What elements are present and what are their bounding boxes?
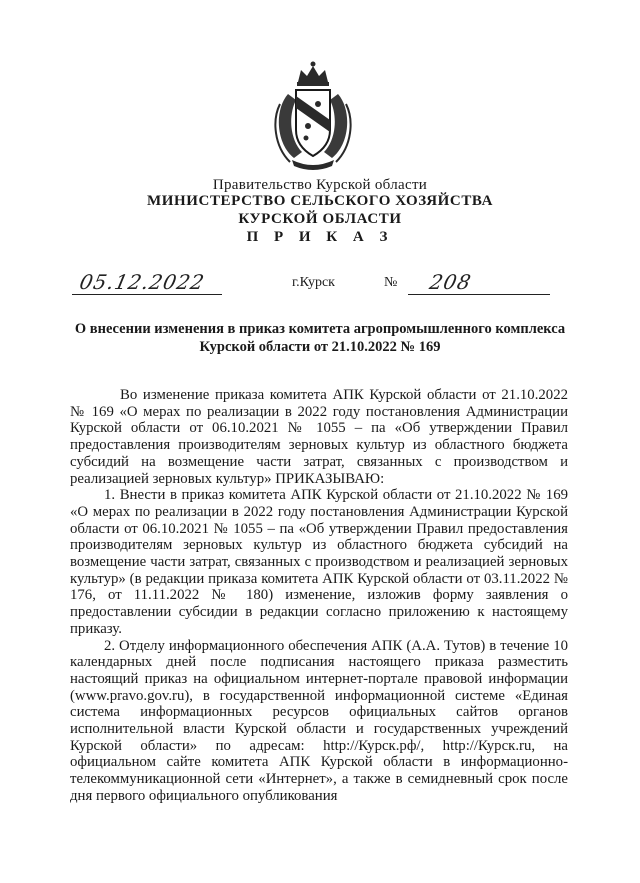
- government-name: Правительство Курской области: [212, 177, 428, 193]
- order-dateline: [0, 270, 640, 300]
- coat-of-arms-icon: [268, 60, 358, 170]
- date-underline: [72, 294, 222, 295]
- order-number: 208: [427, 270, 474, 294]
- number-sign: №: [384, 275, 398, 290]
- clause-1-paragraph: 1. Внести в приказ комитета АПК Курской области от 21.10.2022 № 169 «О мерах по реализации в 2022 году постановления Администрации Курской области от 06.10.2021 № 1055 – па «Об утверждении Правил предоставления производителям зерновых культур из областного бюджета субсидий на возмещение части затрат, связанных с производством и реализацией зерновых культур» (в редакции приказа комитета АПК Курской области от 03.11.2022 № 176, от 11.11.2022 № 180) изменение, изложив форму заявления о предоставлении субсидии в редакции согласно приложению к настоящему приказу.: [70, 487, 568, 637]
- order-title: О внесении изменения в приказ комитета агропромышленного комплекса Курской области от 21.10.2022 № 169: [74, 321, 566, 355]
- order-body: [70, 387, 568, 805]
- document-type: П Р И К А З: [246, 229, 394, 245]
- order-date: 05.12.2022: [77, 270, 208, 294]
- clause-2-paragraph: 2. Отделу информационного обеспечения АПК (А.А. Тутов) в течение 10 календарных дней после подписания настоящего приказа разместить настоящий приказ на официальном интернет-портале правовой информации (www.pravo.gov.ru), в государственной информационной системе «Единая система информационных ресурсов официальных сайтов органов исполнительной власти Курской области и государственных учреждений Курской области» по адресам: http://Курск.рф/, http://Курск.ru, на официальном сайте комитета АПК Курской области в информационно-телекоммуникационной сети «Интернет», а также в семидневный срок после дня первого официального опубликования: [70, 637, 568, 804]
- ministry-name-line2: КУРСКОЙ ОБЛАСТИ: [238, 211, 402, 227]
- ministry-name-line1: МИНИСТЕРСТВО СЕЛЬСКОГО ХОЗЯЙСТВА: [146, 193, 494, 209]
- preamble-paragraph: Во изменение приказа комитета АПК Курской области от 21.10.2022 № 169 «О мерах по реализации в 2022 году постановления Администрации Курской области от 06.10.2021 № 1055 – па «Об утверждении Правил предоставления производителям зерновых культур из областного бюджета субсидий на возмещение части затрат, связанных с производством и реализацией зерновых культур» ПРИКАЗЫВАЮ:: [70, 387, 568, 487]
- number-underline: [408, 294, 550, 295]
- order-city: г.Курск: [292, 275, 335, 290]
